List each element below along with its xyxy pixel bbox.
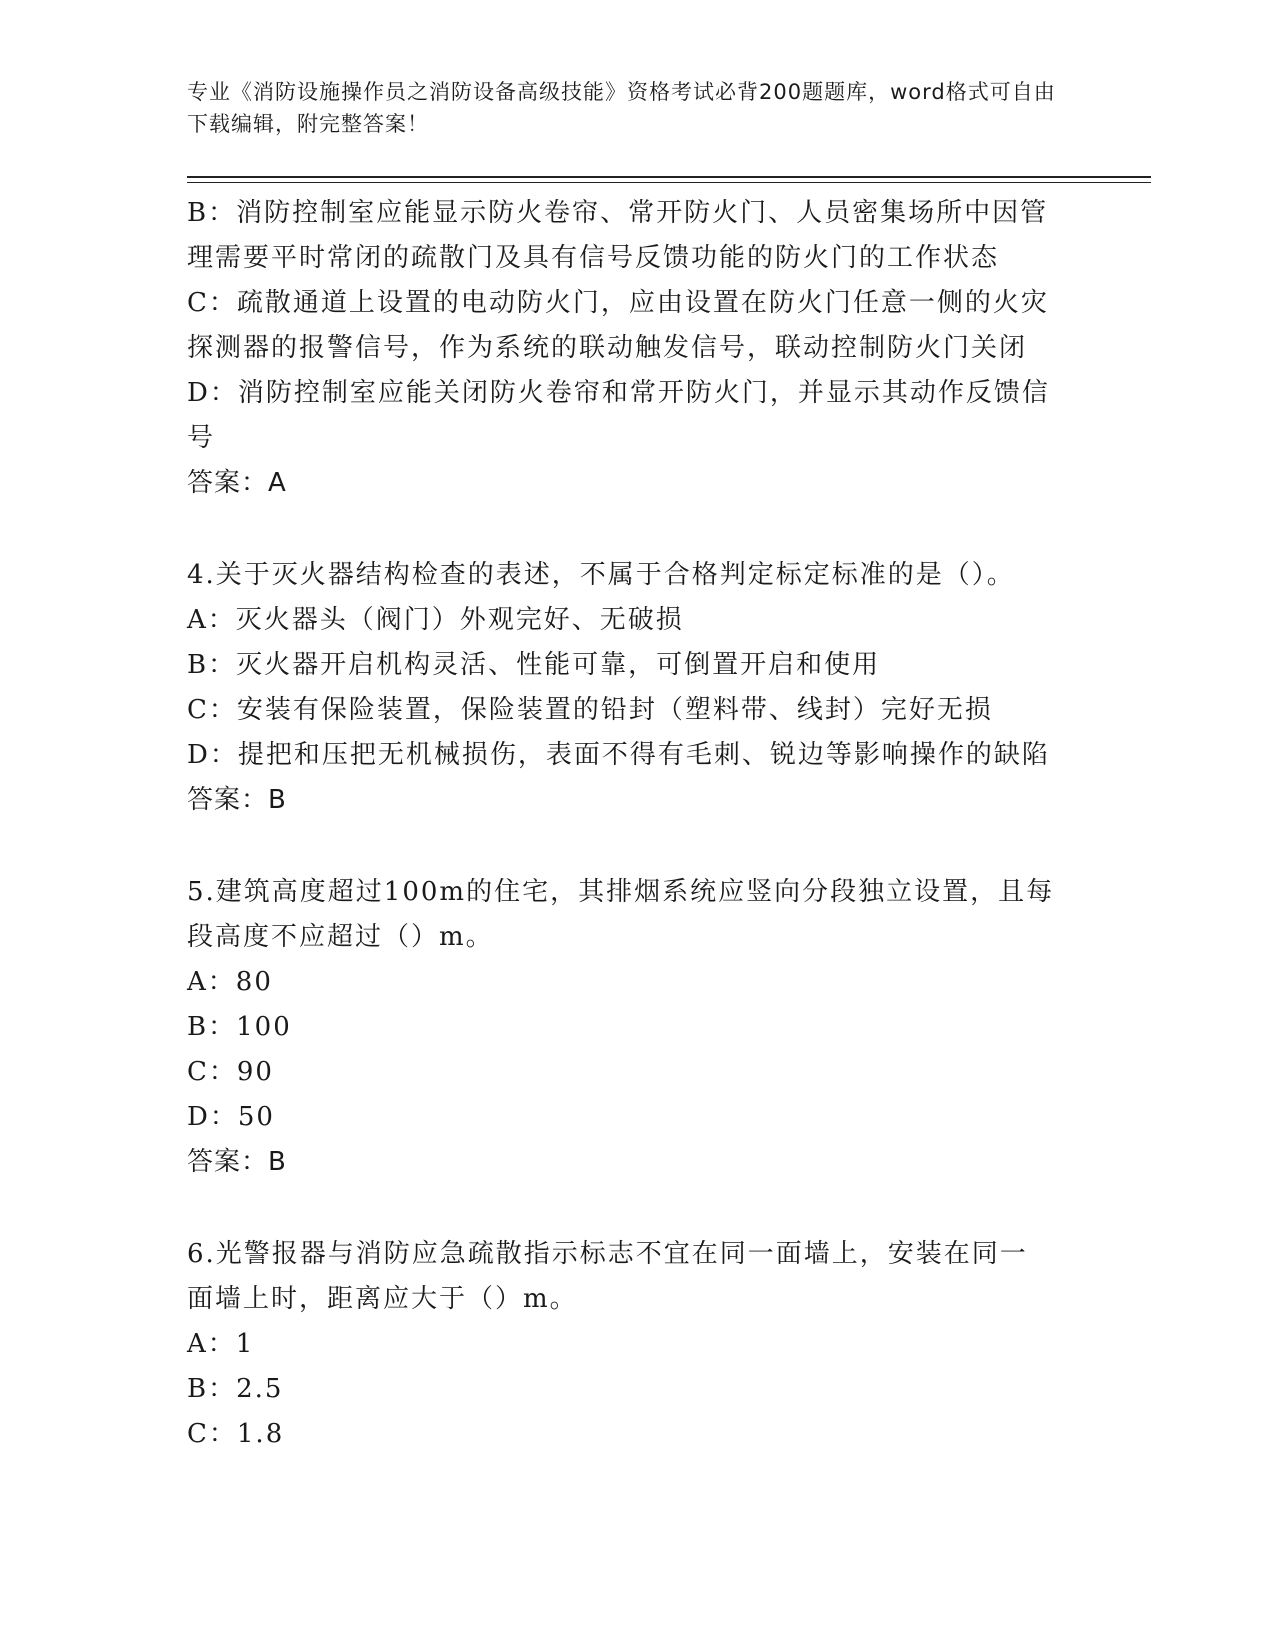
q4-option-b: B：灭火器开启机构灵活、性能可靠，可倒置开启和使用: [187, 650, 881, 680]
spacer: [187, 823, 1067, 870]
q5-option-b: B：100: [187, 1012, 292, 1042]
document-header: 专业《消防设施操作员之消防设备高级技能》资格考试必背200题题库，word格式可自由下载编辑，附完整答案！: [187, 80, 1056, 136]
question-6: [187, 1232, 1067, 1457]
q3-option-b-line-2: 理需要平时常闭的疏散门及具有信号反馈功能的防火门的工作状态: [187, 243, 1000, 273]
q5-option-c: C：90: [187, 1057, 274, 1087]
q5-answer: 答案：B: [187, 1147, 287, 1177]
q5-stem-line-1: 5.建筑高度超过100m的住宅，其排烟系统应竖向分段独立设置，且每: [187, 877, 1055, 907]
q3-option-d-line-2: 号: [187, 423, 216, 453]
q4-stem: 4.关于灭火器结构检查的表述，不属于合格判定标定标准的是（）。: [187, 560, 1015, 590]
question-3: [187, 191, 1067, 506]
header-rule-thick: [187, 176, 1151, 178]
q4-option-c: C：安装有保险装置，保险装置的铅封（塑料带、线封）完好无损: [187, 695, 993, 725]
q3-option-d-line-1: D：消防控制室应能关闭防火卷帘和常开防火门，并显示其动作反馈信: [187, 378, 1050, 408]
header-rule-thin: [187, 182, 1151, 183]
q6-option-b: B：2.5: [187, 1374, 284, 1404]
question-4: [187, 553, 1067, 823]
q3-option-b-line-1: B：消防控制室应能显示防火卷帘、常开防火门、人员密集场所中因管: [187, 198, 1049, 228]
q6-option-a: A：1: [187, 1329, 255, 1359]
q6-stem-line-1: 6.光警报器与消防应急疏散指示标志不宜在同一面墙上，安装在同一: [187, 1239, 1028, 1269]
q5-option-a: A：80: [187, 967, 273, 997]
q4-option-d: D：提把和压把无机械损伤，表面不得有毛刺、锐边等影响操作的缺陷: [187, 740, 1050, 770]
question-5: [187, 870, 1067, 1185]
q3-option-c-line-2: 探测器的报警信号，作为系统的联动触发信号，联动控制防火门关闭: [187, 333, 1028, 363]
document-body: [187, 191, 1067, 1457]
q6-stem-line-2: 面墙上时，距离应大于（）m。: [187, 1284, 578, 1314]
q5-stem-line-2: 段高度不应超过（）m。: [187, 922, 494, 952]
q4-answer: 答案：B: [187, 785, 287, 815]
spacer: [187, 1185, 1067, 1232]
q3-option-c-line-1: C：疏散通道上设置的电动防火门，应由设置在防火门任意一侧的火灾: [187, 288, 1049, 318]
q3-answer: 答案：A: [187, 468, 287, 498]
q5-option-d: D：50: [187, 1102, 275, 1132]
q4-option-a: A：灭火器头（阀门）外观完好、无破损: [187, 605, 684, 635]
q6-option-c: C：1.8: [187, 1419, 285, 1449]
spacer: [187, 506, 1067, 553]
